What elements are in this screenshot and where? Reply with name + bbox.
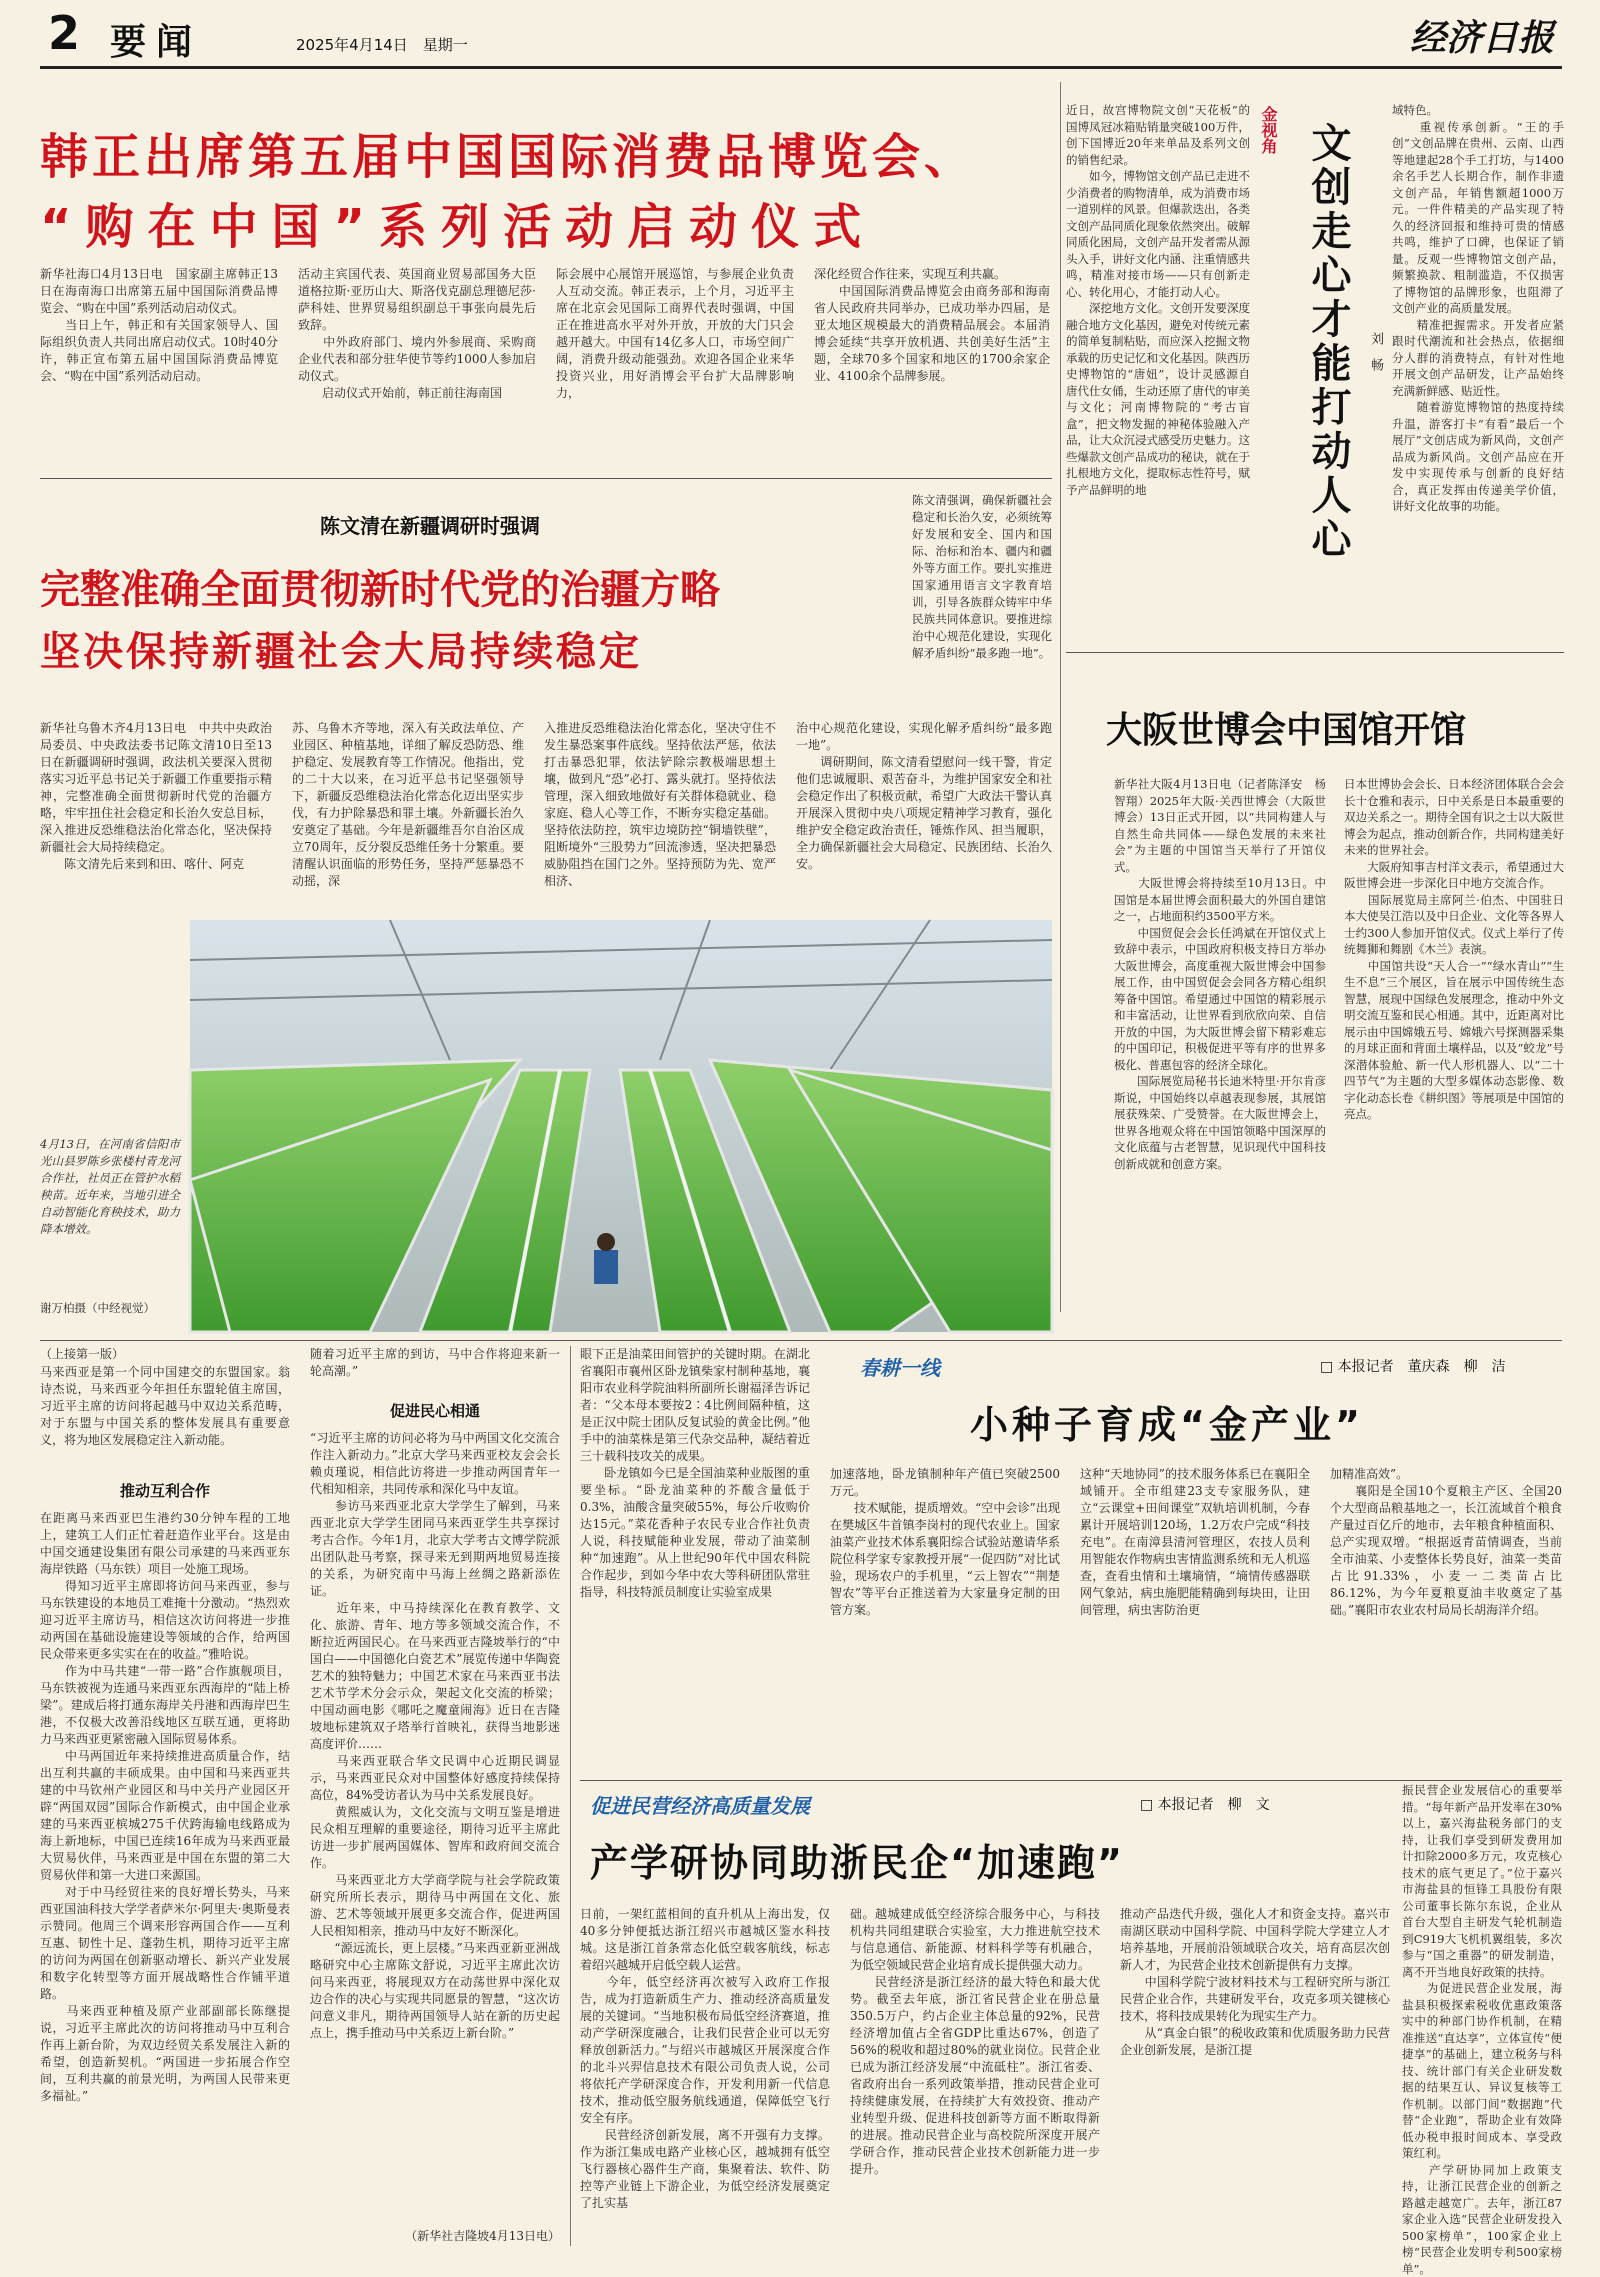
page-number: 2: [48, 6, 81, 60]
continued-end: （新华社吉隆坡4月13日电）: [405, 2229, 560, 2243]
commentary-tag: 金视角: [1259, 106, 1278, 154]
article1-col2: 活动主宾国代表、英国商业贸易部国务大臣道格拉斯·亚历山大、斯洛伐克副总理德尼莎·萨科娃、世界贸易组织副总干事张向晨先后致辞。 中外政府部门、境内外参展商、采购商企业代表和部分驻华使节等约1000人参加启动仪式。 启动仪式开始前，韩正前往海南国: [298, 267, 536, 400]
continued-col1: 马来西亚是第一个同中国建交的东盟国家。翁诗杰说，马来西亚今年担任东盟轮值主席国，习近平主席的访问将起越马中双边关系范畴，对于东盟与中国关系的整体发展具有重要意义，将为地区发展稳定注入新动能。: [40, 1365, 290, 1447]
continued-col2a: 随着习近平主席的到访，马中合作将迎来新一轮高潮。”: [310, 1347, 560, 1378]
article-hanzheng: [40, 78, 1050, 478]
section-name: 要闻: [110, 22, 203, 63]
article2-kicker: 陈文清在新疆调研时强调: [320, 514, 540, 538]
worker-figure: [594, 1250, 618, 1284]
private-title: 产学研协同助浙民企“加速跑”: [590, 1841, 1124, 1885]
paper-name: 经济日报: [1410, 17, 1555, 59]
masthead-rule: [40, 66, 1562, 69]
masthead: [0, 0, 1600, 82]
photo-caption: 4月13日，在河南省信阳市光山县罗陈乡张楼村青龙河合作社，社员正在管护水稻秧苗。近年来，当地引进全自动智能化育秧技术，助力降本增效。: [40, 1137, 180, 1236]
spring-col2: 加速落地，卧龙镇制种年产值已突破2500万元。 技术赋能，提质增效。“空中会诊”出现在樊城区牛首镇李岗村的现代农业上。国家油菜产业技术体系襄阳综合试验站邀请华系院位科学家专家教授开展“一促四防”对比试验，现场农户的手机里，“云上智农”“荆楚智农”等平台正推送着为大家量身定制的田管方案。: [830, 1467, 1060, 1617]
article2-col4: 治中心规范化建设，实现化解矛盾纠纷“最多跑一地”。 调研期间，陈文清看望慰问一线干警，肯定他们忠诚履职、艰苦奋斗，为维护国家安全和社会稳定作出了积极贡献，希望广大政法干警认真开展深入贯彻中央八项规定精神学习教育，强化维护安全稳定政治责任，锤炼作风、担当履职，全力确保新疆社会大局稳定、民族团结、长治久安。: [796, 721, 1052, 871]
subhead-people: 促进民心相通: [389, 1402, 480, 1420]
photo-block: [40, 920, 1052, 1340]
divider: [1066, 652, 1564, 653]
article2-col1: 新华社乌鲁木齐4月13日电 中共中央政治局委员、中央政法委书记陈文清10日至13日在新疆调研时强调，政法机关要深入贯彻落实习近平总书记关于新疆工作重要指示精神，完整准确全面贯彻新时代党的治疆方略，牢牢扭住社会稳定和长治久安总目标，深入推进反恐维稳法治化常态化，坚决保持新疆社会大局持续稳定。 陈文清先后来到和田、喀什、阿克: [40, 721, 272, 871]
private-article: [580, 1782, 1562, 2276]
continued-article: [40, 1346, 560, 2246]
private-side: 振民营企业发展信心的重要举措。“每年新产品开发率在30%以上，嘉兴海盐税务部门的支持，让我们享受到研发费用加计扣除2000多万元，攻克核心技术的底气更足了。”位于嘉兴市海盐县的恒锋工具股份有限公司董事长陈尔东说，企业从首台大型自主研发气轮机制造到C919大飞机机翼组装，多次参与“国之重器”的研发制造，离不开当地良好政策的扶持。 为促进民营企业发展，海盐县积极探索税收优惠政策落实中的种部门协作机制，在精准推送“直达享”，立体宣传“便捷享”的基础上，建立税务与科技、统计部门有关企业研发数据的结果互认、异议复核等工作机制。以部门间“数据跑”代替“企业跑”，帮助企业有效降低办税申报时间成本、享受政策红利。 产学研协同加上政策支持，让浙江民营企业的创新之路越走越宽广。去年，浙江87家企业入选“民营企业研发投入500家榜单”，100家企业上榜“民营企业发明专利500家榜单”。: [1402, 1783, 1562, 2276]
column-divider: [570, 1346, 571, 2246]
divider: [580, 1780, 1562, 1781]
article2-col2: 苏、乌鲁木齐等地，深入有关政法单位、产业园区、种植基地，详细了解反恐防恐、维护稳定、发展教育等工作情况。他指出，党的二十大以来，在习近平总书记坚强领导下，新疆反恐维稳法治化常态化迈出坚实步伐，有力护除暴恐和罪土壤。外新疆长治久安奠定了基础。今年是新疆维吾尔自治区成立70周年，反分裂反恐维任务十分繁重。要清醒认识面临的形势任务，坚持严惩暴恐不动摇，深: [292, 721, 524, 888]
private-tag: 促进民营经济高质量发展: [590, 1794, 810, 1818]
photo-credit: 谢万柏摄（中经视觉）: [40, 1301, 155, 1315]
private-byline: □ 本报记者 柳 文: [1140, 1797, 1270, 1813]
article2-title-line2: 坚决保持新疆社会大局持续稳定: [40, 629, 642, 675]
article2-col3: 入推进反恐维稳法治化常态化，坚决守住不发生暴恐案事件底线。坚持依法严惩，依法打击暴恐犯罪，依法铲除宗教极端思想土壤，做到凡“恐”必打、露头就打。坚持依法管理，深入细致地做好有关群体稳就业、稳家庭、稳人心等工作，不断夯实稳定基础。坚持依法防控，筑牢边境防控“铜墙铁壁”，阻断境外“三股势力”回流渗透，坚决把暴恐威胁阻挡在国门之外。坚持预防为先、宽严相济、: [544, 721, 776, 888]
expo-col1: 新华社大阪4月13日电（记者陈泽安 杨智翔）2025年大阪·关西世博会（大阪世博会）13日正式开园，以“共同构建人与自然生命共同体——绿色发展的未来社会”为主题的中国馆当天举行了开馆仪式。 大阪世博会将持续至10月13日。中国馆是本届世博会面积最大的外国自建馆之一，占地面积约3500平方米。 中国贸促会会长任鸿斌在开馆仪式上致辞中表示，中国政府积极支持日方举办大阪世博会，高度重视大阪世博会中国参展工作，由中国贸促会会同各方精心组织筹备中国馆。希望通过中国馆的精彩展示和丰富活动，让世界看到欣欣向荣、自信开放的中国，为大阪世博会留下精彩难忘的中国印记，积极促进平等有序的世界多极化、普惠包容的经济全球化。 国际展览局秘书长迪米特里·开尔肯彦斯说，中国始终以卓越表现参展，其展馆展获殊荣、广受赞誉。在大阪世博会上，世界各地观众将在中国馆领略中国深厚的文化底蕴与古老智慧，见识现代中国科技创新成就和创意方案。: [1114, 777, 1326, 1171]
column-divider: [1060, 82, 1061, 1312]
spring-col1: 眼下正是油菜田间管护的关键时期。在湖北省襄阳市襄州区卧龙镇柴家村制种基地，襄阳市农业科学院油料所副所长谢福泽告诉记者：“父本母本要按2∶4比例间隔种植，这是正汉中院士团队反复试验的黄金比例。”他手中的油菜株是第三代杂交品种，凝结着近三十载科技攻关的成果。 卧龙镇如今已是全国油菜种业版图的重要坐标。“卧龙油菜种的芥酸含量低于0.3%，油酸含量突破55%，每公斤收购价达15元。”菜花香种子农民专业合作社负责人说，科技赋能种业发展，带动了油菜制种“加速跑”。从上世纪90年代中国农科院合作起步，到如今华中农大等科研团队常驻指导，科技特派员制度让实验室成果: [580, 1347, 810, 1599]
commentary-col1: 近日，故宫博物院文创“天花板”的国博凤冠冰箱贴销量突破100万件，创下国博近20年来单品及系列文创的销售纪录。 如今，博物馆文创产品已走进不少消费者的购物清单，成为消费市场一道别样的风景。但爆款迭出，各类文创产品同质化现象依然突出。破解同质化困局，文创产品开发者需从源头入手，讲好文化内涵、注重情感共鸣，精准对接市场——只有创新走心、转化用心，才能打动人心。 深挖地方文化。文创开发要深度融合地方文化基因，避免对传统元素的简单复制粘贴，而应深入挖掘文物承载的历史记忆和文化基因。陕西历史博物馆的“唐妞”，设计灵感源自唐代仕女俑，生动还原了唐代的审美与文化；河南博物院的“考古盲盒”，把文物发掘的神秘体验融入产品，让大众沉浸式感受历史魅力。这些爆款文创产品成功的秘诀，就在于扎根地方文化，提取标志性符号，赋予产品鲜明的地: [1066, 103, 1250, 497]
expo-title: 大阪世博会中国馆开馆: [1106, 710, 1467, 751]
commentary-title: 文创走心才能打动人心: [1305, 122, 1351, 562]
private-col2: 础。越城建成低空经济综合服务中心，与科技机构共同组建联合实验室，大力推进航空技术与信息通信、新能源、材料科学等有机融合，为低空领域民营企业培育成长提供强大动力。 民营经济是浙江经济的最大特色和最大优势。截至去年底，浙江省民营企业在册总量350.5万户，约占企业主体总量的92%，民营经济增加值占全省GDP比重达67%，创造了56%的税收和超过80%的就业岗位。民营企业已成为浙江经济发展“中流砥柱”。浙江省委、省政府出台一系列政策举措，推动民营企业可持续健康发展，在持续扩大有效投资、推动产业转型升级、促进科技创新等方面不断取得新的进展。推动民营企业与高校院所深度开展产学研合作，推动民营企业技术创新能力进一步提升。: [850, 1907, 1100, 2176]
spring-col4: 加精准高效”。 襄阳是全国10个夏粮主产区、全国20个大型商品粮基地之一，长江流域首个粮食产量过百亿斤的地市，去年粮食种植面积、总产实现双增。“根据返青苗情调查，当前全市油菜、小麦整体长势良好，油菜一类苗占比91.33%，小麦一二类苗占比86.12%，为今年夏粮夏油丰收奠定了基础。”襄阳市农业农村局局长胡海洋介绍。: [1330, 1467, 1562, 1617]
spring-title: 小种子育成“金产业”: [970, 1403, 1364, 1447]
continued-note: （上接第一版）: [40, 1347, 125, 1361]
article1-col4: 深化经贸合作往来，实现互利共赢。 中国国际消费品博览会由商务部和海南省人民政府共同举办，已成功举办四届，是亚太地区规模最大的消费精品展会。本届消博会延续“共享开放机遇、共创美好生活”主题，全球70多个国家和地区的1700余家企业、4100余个品牌参展。: [814, 267, 1050, 383]
continued-col2: “习近平主席的访问必将为马中两国文化交流合作注入新动力。”北京大学马来西亚校友会会长赖贞瑾说，相信此访将进一步推动两国青年一代相知相亲，共同传承和深化马中友谊。 参访马来西亚北京大学学生了解到，马来西亚北京大学学生团同马来西亚学生共享探讨考古合作。今年1月，北京大学考古文博学院派出团队赴马考察，探寻来无到期两地贸易连接的关系，为研究南中马海上丝绸之路新添佐证。 近年来，中马持续深化在教育教学、文化、旅游、青年、地方等多领域交流合作，不断拉近两国民心。在马来西亚吉隆坡举行的“中国白——中国德化白瓷艺术”展览传递中华陶瓷艺术的独特魅力；中国艺术家在马来西亚书法艺术节学术分会示众，架起文化交流的桥梁；中国动画电影《哪吒之魔童闹海》近日在吉隆坡地标建筑双子塔举行首映礼，获得当地影迷高度评价…… 马来西亚联合华文民调中心近期民调显示，马来西亚民众对中国整体好感度持续保持高位，84%受访者认为马中关系发展良好。 黄熙威认为，文化交流与文明互鉴是增进民众相互理解的重要途径，期待习近平主席此访进一步扩展两国媒体、智库和政府间交流合作。 马来西亚北方大学商学院与社会学院政策研究所所长表示，期待马中两国在文化、旅游、艺术等领域开展更多交流合作，促进两国人民相知相亲，推动马中友好不断深化。 “源远流长，更上层楼。”马来西亚新亚洲战略研究中心主席陈文舒说，习近平主席此次访问马来西亚，将展现双方在动荡世界中深化双边合作的决心与实现共同愿景的智慧，“这次访问意义非凡，期待两国领导人站在新的历史起点上，携手推动马中关系迈上新台阶。”: [310, 1431, 560, 2040]
article1-col1: 新华社海口4月13日电 国家副主席韩正13日在海南海口出席第五届中国国际消费品博览会、“购在中国”系列活动启动仪式。 当日上午，韩正和有关国家领导人、国际组织负责人共同出席启动仪式。10时40分许，韩正宣布第五届中国国际消费品博览会、“购在中国”系列活动启动。: [40, 267, 278, 383]
article-chenwenqing: [40, 480, 1052, 920]
expo-block: [1066, 654, 1564, 1334]
article1-title-line1: 韩正出席第五届中国国际消费品博览会、: [40, 129, 977, 185]
private-col1: 日前，一架红蓝相间的直升机从上海出发，仅40多分钟便抵达浙江绍兴市越城区鉴水科技城。这是浙江首条常态化低空载客航线，标志着绍兴越城开启低空载人运营。 今年，低空经济再次被写入政府工作报告，成为打造新质生产力、推动经济高质量发展的关键词。“当地积极布局低空经济赛道，推动产学研深度融合，让我们民营企业可以无穷释放创新活力。”与绍兴市越城区开展深度合作的北斗兴羿信息技术有限公司负责人说，公司将依托产学研深度合作，开发利用新一代信息技术，推动低空服务航线通道，保障低空飞行安全有序。 民营经济创新发展，离不开强有力支撑。作为浙江集成电路产业核心区，越城拥有低空飞行器核心器件生产商，集聚着法、软件、防控等产业链上下游企业，为低空经济发展奠定了扎实基: [580, 1907, 830, 2210]
article1-col3: 际会展中心展馆开展巡馆，与参展企业负责人互动交流。韩正表示，上个月，习近平主席在北京会见国际工商界代表时强调，中国正在推进高水平对外开放，开放的大门只会越开越大。中国有14亿多人口，市场空间广阔，消费升级动能强劲。欢迎各国企业来华投资兴业，用好消博会平台扩大品牌影响力，: [556, 267, 794, 400]
article2-title-line1: 完整准确全面贯彻新时代党的治疆方略: [40, 567, 720, 613]
continued-col1b: 在距离马来西亚巴生港约30分钟车程的工地上，建筑工人们正忙着赶造作业平台。这是由中国交通建设集团有限公司承建的马来西亚东海岸铁路（马东铁）项目一处施工现场。 得知习近平主席即将访问马来西亚，参与马东铁建设的本地员工难掩十分激动。“热烈欢迎习近平主席访马，相信这次访问将进一步推动两国在基础设施建设等领域的合作，给两国民众带来更多实实在在的收益。”雅哈说。 作为中马共建“一带一路”合作旗舰项目，马东铁被视为连通马来西亚东西海岸的“陆上桥梁”。建成后将打通东海岸关丹港和西海岸巴生港，不仅极大改善沿线地区互联互通，更将助力马来西亚更紧密融入国际贸易体系。 中马两国近年来持续推进高质量合作，结出互利共赢的丰硕成果。由中国和马来西亚共建的中马钦州产业园区和马中关丹产业园区开辟“两国双园”国际合作新模式，由中国企业承建的马来西亚槟城275千伏跨海输电线路成为海上新地标，中国已连续16年成为马来西亚最大贸易伙伴，马来西亚是中国在东盟的第二大贸易伙伴和第一大进口来源国。 对于中马经贸往来的良好增长势头，马来西亚国油科技大学学者萨米尔·阿里夫·奥斯曼表示赞同。他周三个调来形容两国合作——互利互惠、韧性十足、蓬勃生机，期待习近平主席的访问为两国在创新驱动增长、新兴产业发展和数字化转型等方面开展战略性合作铺平道路。 马来西亚种植及原产业部副部长陈继提说，习近平主席此次的访问将推动马中互利合作再上新台阶，为双边经贸关系发展注入新的希望，创造新契机。“两国进一步拓展合作空间，互利共赢的前景光明，为两国人民带来更多福祉。”: [40, 1511, 290, 2103]
article1-title-line2: “购在中国”系列活动启动仪式: [40, 199, 876, 255]
private-col3: 推动产品迭代升级，强化人才和资金支持。嘉兴市南湖区联动中国科学院、中国科学院大学建立人才培养基地，开展前沿领域联合攻关，培育高层次创新人才，为民营企业技术创新提供有力支撑。 中国科学院宁波材料技术与工程研究所与浙江民营企业合作，共建研发平台，攻克多项关键核心技术，将科技成果转化为现实生产力。 从“真金白银”的税收政策和优质服务助力民营企业创新发展，是浙江提: [1120, 1907, 1390, 2057]
divider: [40, 478, 1052, 479]
expo-col2: 日本世博协会会长、日本经济团体联合会会长十仓雅和表示，日中关系是日本最重要的双边关系之一。期待全国有识之士以大阪世博会为起点，推动创新合作，共同构建美好未来的世界社会。 大阪府知事吉村洋文表示，希望通过大阪世博会进一步深化日中地方交流合作。 国际展览局主席阿兰·伯杰、中国驻日本大使吴江浩以及中日企业、文化等各界人士约300人参加开馆仪式。仪式上举行了传统舞狮和舞剧《木兰》表演。 中国馆共设“天人合一”“绿水青山”“生生不息”三个展区，旨在展示中国传统生态智慧，展现中国绿色发展理念，推动中外文明交流互鉴和民心相通。其中，近距离对比展示由中国嫦娥五号、嫦娥六号探测器采集的月球正面和背面土壤样品，以及“蛟龙”号深潜体验舱、新一代人形机器人、以“二十四节气”为主题的大型多媒体动态影像、数字化动态长卷《耕织图》等展项是中国馆的亮点。: [1344, 777, 1564, 1121]
spring-col3: 这种“天地协同”的技术服务体系已在襄阳全域铺开。全市组建23支专家服务队，建立“云课堂+田间课堂”双轨培训机制，今春累计开展培训120场，1.2万农户完成“科技充电”。在南漳县清河管理区，农技人员利用智能农作物病虫害情监测系统和无人机巡查，查看虫情和土壤墒情，“墒情传感器联网气象站，病虫施肥能精确到每块田，让田间管理，病虫害防治更: [1080, 1467, 1310, 1617]
commentary-author: 刘 畅: [1368, 332, 1383, 371]
spring-tag: 春耕一线: [860, 1356, 940, 1380]
article2-side-col: 陈文清强调，确保新疆社会稳定和长治久安，必须统筹好发展和安全、国内和国际、治标和治本、疆内和疆外等方面工作。要扎实推进国家通用语言文字教育培训，引导各族群众铸牢中华民族共同体意识。要推进综治中心规范化建设，实现化解矛盾纠纷“最多跑一地”。: [912, 493, 1052, 660]
rice-seedling-photo: [190, 920, 1052, 1332]
spring-article: [580, 1346, 1562, 1776]
issue-date: 2025年4月14日 星期一: [296, 36, 468, 54]
spring-byline: □ 本报记者 董庆森 柳 洁: [1320, 1359, 1506, 1375]
commentary-col2: 域特色。 重视传承创新。“王的手创”文创品牌在贵州、云南、山西等地建起28个手工打坊，与1400余名手艺人长期合作，制作非遗文创产品，年销售额超1000万元。一件件精美的产品实现了特久的经济回报和维持可贵的情感共鸣，维护了口碑，也保证了销量。反观一些博物馆文创产品，频繁换款、粗制滥造，不仅损害了博物馆的品牌形象，也阻滞了文创产业的高质量发展。 精准把握需求。开发者应紧跟时代潮流和社会热点，依据细分人群的消费特点，有针对性地开展文创产品研发，让产品始终充满新鲜感、贴近性。 随着游览博物馆的热度持续升温，游客打卡“有看”最后一个展厅”文创店成为新风尚，文创产品成为新风尚。文创产品应在开发中实现传承与创新的良好结合，真正发挥由传递美学价值，讲好文化故事的功能。: [1392, 103, 1564, 513]
subhead-cooperation: 推动互利合作: [119, 1482, 210, 1500]
divider: [40, 1340, 1562, 1341]
